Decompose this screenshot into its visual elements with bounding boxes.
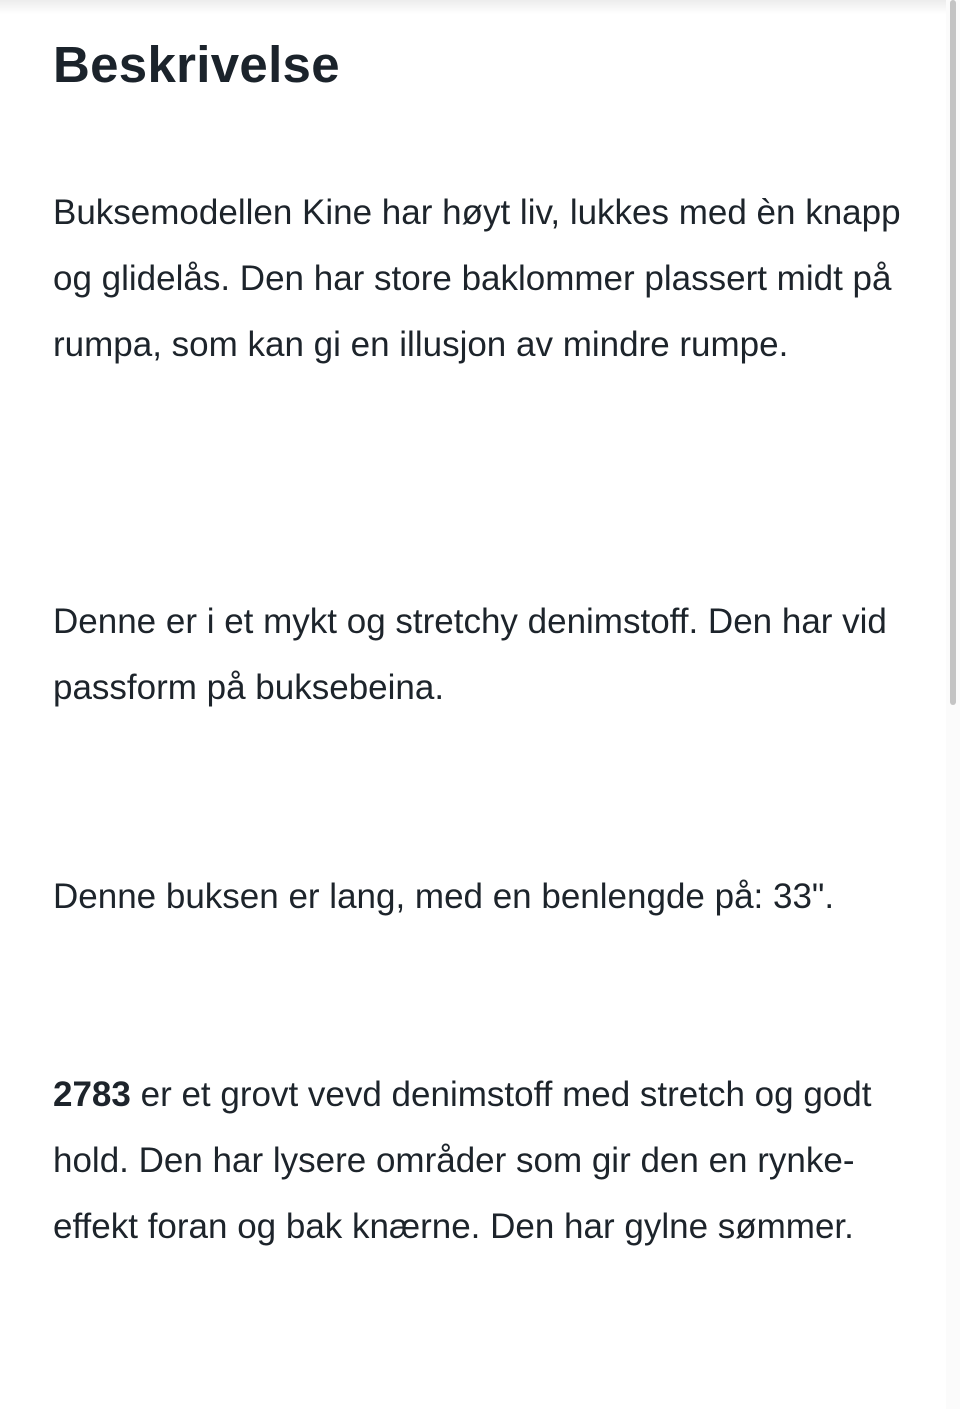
description-paragraph-denim: [53, 1062, 903, 1260]
top-edge-shadow: [0, 0, 960, 14]
description-paragraph-length: Denne buksen er lang, med en benlengde på: 33".: [53, 877, 835, 916]
description-paragraph-fabric: Denne er i et mykt og stretchy denimstoff. Den har vid passform på buksebeina.: [53, 602, 887, 707]
fabric-description: er et grovt vevd denimstoff med stretch og godt hold. Den har lysere områder som gir den en rynke-effekt foran og bak knærne. Den har gylne sømmer.: [53, 1075, 872, 1246]
vertical-scrollbar[interactable]: [946, 0, 960, 1409]
description-paragraph-model: Buksemodellen Kine har høyt liv, lukkes med èn knapp og glidelås. Den har store baklommer plassert midt på rumpa, som kan gi en illusjon av mindre rumpe.: [53, 193, 901, 364]
scrollbar-thumb[interactable]: [950, 0, 956, 705]
fabric-code: 2783: [53, 1075, 131, 1114]
section-title: Beskrivelse: [53, 36, 340, 93]
